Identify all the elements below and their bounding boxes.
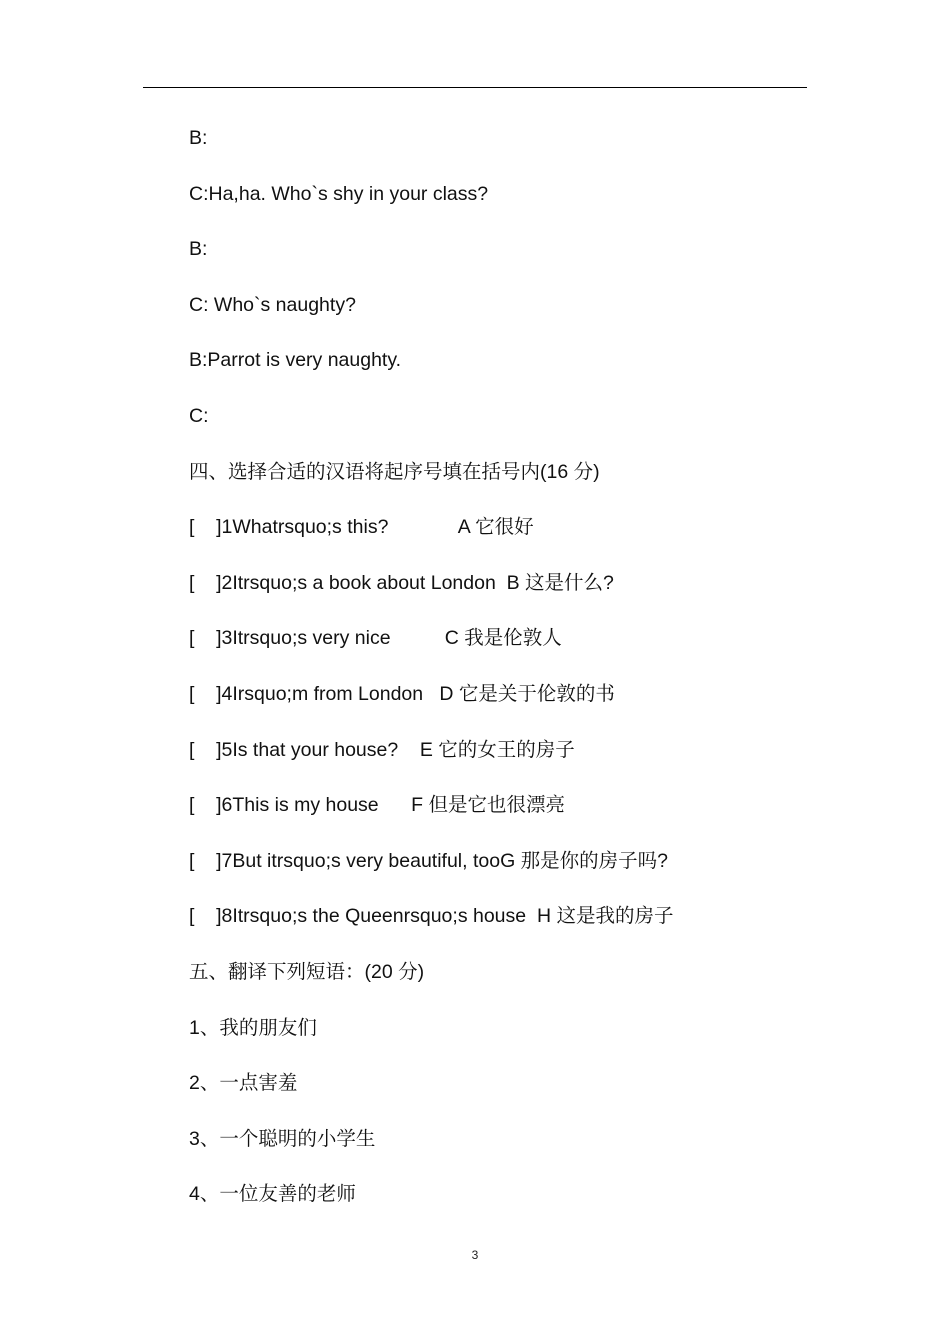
translation-item-2: 2、一点害羞 xyxy=(189,1072,298,1095)
header-rule xyxy=(143,87,807,88)
matching-item-1: [ ]1Whatrsquo;s this? A 它很好 xyxy=(189,516,534,539)
document-body xyxy=(189,124,809,1236)
matching-item-7: [ ]7But itrsquo;s very beautiful, tooG 那是你的房子吗? xyxy=(189,849,669,872)
dialogue-line-c-2: C: Who`s naughty? xyxy=(189,293,356,316)
page-number: 3 xyxy=(471,1248,479,1262)
translation-item-1: 1、我的朋友们 xyxy=(189,1016,317,1039)
matching-item-6: [ ]6This is my house F 但是它也很漂亮 xyxy=(189,794,565,817)
translation-item-3: 3、一个聪明的小学生 xyxy=(189,1127,376,1150)
dialogue-line-b-3: B:Parrot is very naughty. xyxy=(189,349,402,372)
matching-item-2: [ ]2Itrsquo;s a book about London B 这是什么? xyxy=(189,571,614,594)
dialogue-line-b-2: B: xyxy=(189,238,208,261)
matching-item-3: [ ]3Itrsquo;s very nice C 我是伦敦人 xyxy=(189,627,562,650)
dialogue-line-b-1: B: xyxy=(189,127,208,149)
dialogue-line-c-1: C:Ha,ha. Who`s shy in your class? xyxy=(189,182,489,205)
section-heading-5: 五、翻译下列短语：(20 分) xyxy=(189,960,425,983)
matching-item-8: [ ]8Itrsquo;s the Queenrsquo;s house H 这是我的房子 xyxy=(189,905,674,928)
matching-item-5: [ ]5Is that your house? E 它的女王的房子 xyxy=(189,738,575,761)
translation-item-4: 4、一位友善的老师 xyxy=(189,1183,356,1206)
section-heading-4: 四、选择合适的汉语将起序号填在括号内(16 分) xyxy=(189,460,600,483)
dialogue-line-c-3: C: xyxy=(189,404,209,427)
matching-item-4: [ ]4Irsquo;m from London D 它是关于伦敦的书 xyxy=(189,682,615,705)
